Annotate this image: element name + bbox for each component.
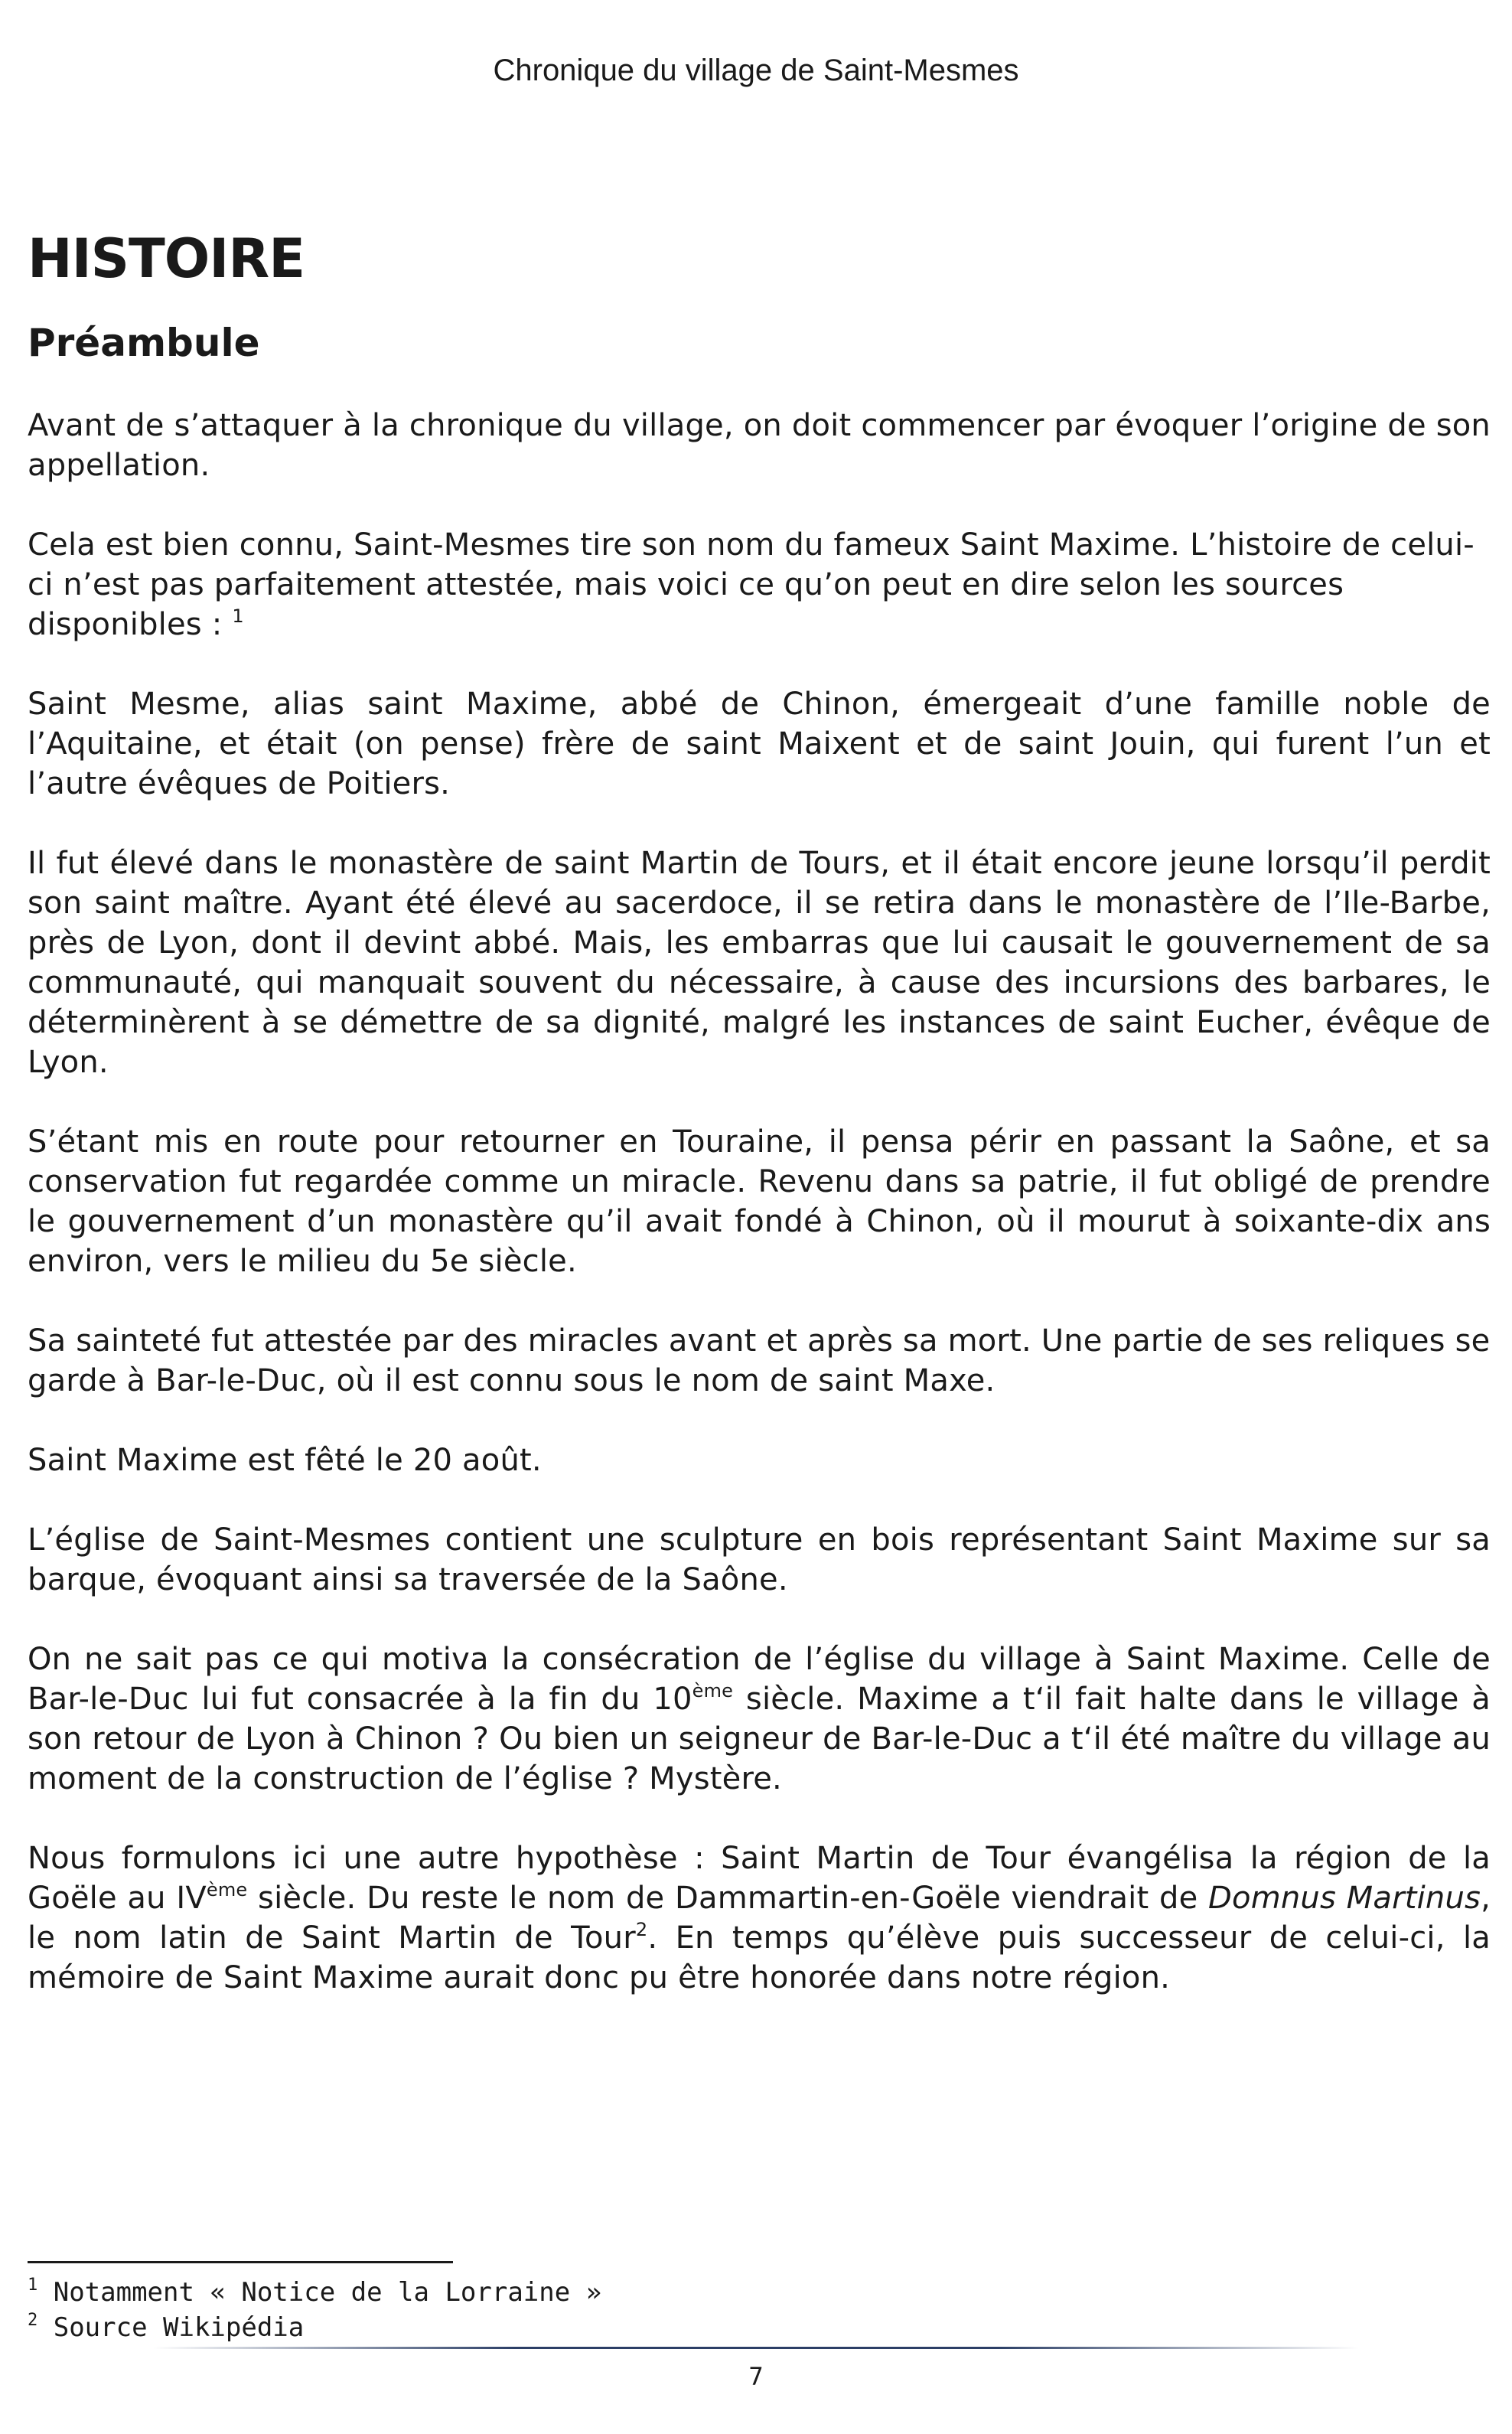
paragraph-9 xyxy=(28,1640,1491,1799)
paragraph-9-text-b: siècle. Maxime a t‘il fait halte dans le village à son retour de Lyon à Chinon ? Ou bien un seigneur de Bar-le-Duc a t‘il été maître du village au moment de la construction de l’église ? Mystère. xyxy=(28,1682,1491,1796)
paragraph-10 xyxy=(28,1839,1491,1998)
footnotes xyxy=(28,2275,946,2345)
footnote-text: Source Wikipédia xyxy=(37,2312,305,2343)
paragraph-7: Saint Maxime est fêté le 20 août. xyxy=(28,1443,542,1478)
footnote-text: Notamment « Notice de la Lorraine » xyxy=(37,2277,602,2308)
main-content xyxy=(28,227,1491,2038)
paragraph-8: L’église de Saint-Mesmes contient une sculpture en bois représentant Saint Maxime sur sa barque, évoquant ainsi sa traversée de la Saône. xyxy=(28,1522,1491,1597)
subsection-title: Préambule xyxy=(28,321,260,365)
footnote-1 xyxy=(28,2275,946,2310)
paragraph-6: Sa sainteté fut attestée par des miracles avant et après sa mort. Une partie de ses reliques se garde à Bar-le-Duc, où il est connu sous le nom de saint Maxe. xyxy=(28,1323,1491,1398)
footer-separator xyxy=(153,2347,1359,2349)
paragraph-10-text-d: . En temps qu’élève puis successeur de celui-ci, la mémoire de Saint Maxime aurait donc pu être honorée dans notre région. xyxy=(28,1920,1491,1995)
paragraph-5: S’étant mis en route pour retourner en Touraine, il pensa périr en passant la Saône, et sa conservation fut regardée comme un miracle. Revenu dans sa patrie, il fut obligé de prendre le gouvernement d’un monastère qu’il avait fondé à Chinon, où il mourut à soixante-dix ans environ, vers le milieu du 5e siècle. xyxy=(28,1124,1491,1279)
ordinal-suffix: ème xyxy=(206,1879,248,1901)
paragraph-9-text-a: On ne sait pas ce qui motiva la consécration de l’église du village à Saint Maxime. Celle de Bar-le-Duc lui fut consacrée à la fin du 10 xyxy=(28,1642,1491,1717)
paragraph-10-text-b: siècle. Du reste le nom de Dammartin-en-Goële viendrait de xyxy=(247,1881,1209,1916)
ordinal-suffix: ème xyxy=(692,1680,734,1702)
body-text xyxy=(28,406,1491,1998)
paragraph-2-text: Cela est bien connu, Saint-Mesmes tire son nom du fameux Saint Maxime. L’histoire de celui-ci n’est pas parfaitement attestée, mais voici ce qu’on peut en dire selon les sources disponibles : xyxy=(28,527,1475,642)
latin-name: Domnus Martinus xyxy=(1208,1881,1481,1916)
footnote-separator xyxy=(28,2261,453,2263)
footnote-ref-1[interactable]: 1 xyxy=(232,605,244,627)
footnote-number: 2 xyxy=(28,2311,38,2330)
section-title: HISTOIRE xyxy=(28,227,305,290)
running-header: Chronique du village de Saint-Mesmes xyxy=(493,54,1019,87)
paragraph-10-text-c: , le nom latin de Saint Martin de Tour xyxy=(28,1881,1491,1956)
footnote-number: 1 xyxy=(28,2276,38,2295)
footnote-ref-2[interactable]: 2 xyxy=(635,1919,648,1940)
page-number: 7 xyxy=(748,2362,764,2391)
paragraph-3: Saint Mesme, alias saint Maxime, abbé de Chinon, émergeait d’une famille noble de l’Aquitaine, et était (on pense) frère de saint Maixent et de saint Jouin, qui furent l’un et l’autre évêques de Poitiers. xyxy=(28,687,1491,801)
paragraph-1: Avant de s’attaquer à la chronique du village, on doit commencer par évoquer l’origine de son appellation. xyxy=(28,408,1491,483)
paragraph-4: Il fut élevé dans le monastère de saint Martin de Tours, et il était encore jeune lorsqu’il perdit son saint maître. Ayant été élevé au sacerdoce, il se retira dans le monastère de l’Ile-Barbe, près de Lyon, dont il devint abbé. Mais, les embarras que lui causait le gouvernement de sa communauté, qui manquait souvent du nécessaire, à cause des incursions des barbares, le déterminèrent à se démettre de sa dignité, malgré les instances de saint Eucher, évêque de Lyon. xyxy=(28,846,1491,1080)
paragraph-10-text-a: Nous formulons ici une autre hypothèse : Saint Martin de Tour évangélisa la région de la Goële au IV xyxy=(28,1841,1491,1916)
paragraph-2 xyxy=(28,525,1491,644)
footnote-2 xyxy=(28,2310,946,2345)
